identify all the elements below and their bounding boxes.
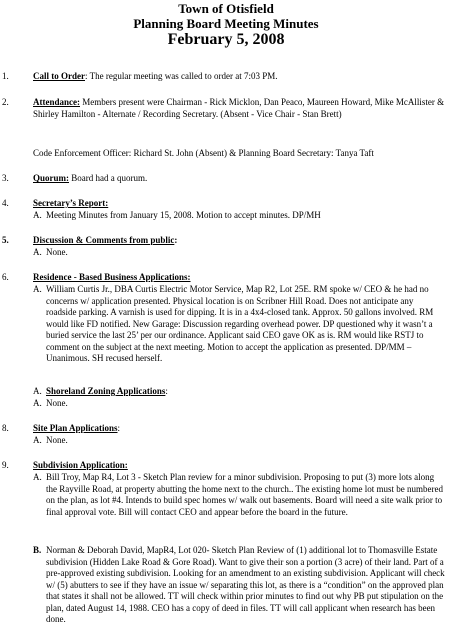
item-text: Board had a quorum. [69,173,148,183]
subitem [33,247,445,259]
subitem-letter: A. [33,398,42,408]
meeting-date: February 5, 2008 [167,31,285,48]
item-heading: Quorum: [33,173,69,183]
subitem [33,210,445,222]
item-number: 3. [2,173,9,183]
subitem-letter: A. [33,435,42,445]
subitem-text: Norman & Deborah David, MapR4, Lot 020- Sketch Plan Review of (1) additional lot to Thomasville Estate subdivision (Hidden Lake Road & Gore Road). Want to give their son a portion (3 acre) of their land. Part of a pre-approved existing subdivision. Looking for an amendment to an existing subdivision. Applicant will check w/ (5) abutters to see if they have an issue w/ separating this lot, as there is a “condition” on the approved plan that states it shall not be allowed. TT will check within prior minutes to find out why PB put stipulation on the plan, dated August 14, 1988. CEO has a copy of deed in files. TT will call applicant when research has been done. [46,545,445,624]
subitem-text: None. [46,398,68,408]
subitem-text: Bill Troy, Map R4, Lot 3 - Sketch Plan review for a minor subdivision. Proposing to put (3) more lots along the Rayville Road, at property abutting the home next to the church.. The existing home lot must be numbered on the plan, as lot #4. Intends to build spec homes w/ walk out basements. Board will need a site walk prior to final approval vote. Bill will contact CEO and appear before the board in the future. [46,472,443,517]
item-number: 9. [2,460,9,470]
town-name: Town of Otisfield [178,1,274,16]
subitem-text: William Curtis Jr., DBA Curtis Electric Motor Service, Map R2, Lot 25E. RM spoke w/ CEO & he had no concerns w/ application presented. Physical location is on Scribner Hill Road. Does not anticipate any roadside parking. A varnish is used for dipping. It is in a 4x4-closed tank. Approx. 50 gallons involved. RM would like FD notified. New Garage: Discussion regarding overhead power. DP questioned why it wasn’t a buried service the last 25’ per our ordinance. Applicant said CEO gave OK as is. RM would like RSTJ to comment on the subject at the next meeting. Motion to accept the application as presented. DP/MM – Unanimous. SH recused herself. [46,284,434,363]
code-enforcement-line: Code Enforcement Officer: Richard St. John (Absent) & Planning Board Secretary: Tanya Taft [33,148,374,158]
subitem-letter: A. [33,210,42,220]
item-heading: Shoreland Zoning Applications [46,386,166,396]
item-number: 4. [2,198,9,208]
subitem [33,284,445,365]
item-attendance [33,97,445,120]
subitem [33,398,445,410]
item-heading: Call to Order [33,71,85,81]
item-public-comments [33,235,445,247]
subitem-letter: A. [33,472,42,482]
subitem [33,435,445,447]
subitem-text: None. [46,435,68,445]
item-heading: Subdivision Application: [33,460,128,470]
item-heading: Attendance: [33,97,80,107]
item-text: : The regular meeting was called to order at 7:03 PM. [85,71,278,81]
subitem-letter: B. [33,545,42,555]
document-title: Planning Board Meeting Minutes [133,16,319,31]
item-number: 2. [2,97,9,107]
item-text: : [117,423,121,433]
item-heading: Site Plan Applications [33,423,118,433]
item-number: 6. [2,272,9,282]
item-heading: Residence - Based Business Applications: [33,272,191,282]
item-number: 8. [2,423,9,433]
subitem [33,545,445,626]
subitem-text: None. [46,247,68,257]
subitem [33,472,445,518]
item-number: 5. [2,235,9,245]
item-secretary-report [33,198,445,210]
item-call-to-order [33,71,445,83]
item-text: : [174,235,178,245]
item-shoreland-zoning [33,386,445,398]
item-text: : [165,386,168,396]
item-heading: Secretary’s Report: [33,198,109,208]
item-subdivision [33,460,445,472]
item-residence-business [33,272,445,284]
item-site-plan [33,423,445,435]
subitem-text: Meeting Minutes from January 15, 2008. Motion to accept minutes. DP/MH [46,210,321,220]
item-number: A. [33,386,42,396]
item-heading: Discussion & Comments from public [33,235,175,245]
item-quorum [33,173,445,185]
subitem-letter: A. [33,284,42,294]
item-number: 1. [2,71,9,81]
item-text: Members present were Chairman - Rick Micklon, Dan Peaco, Maureen Howard, Mike McAllister & Shirley Hamilton - Alternate / Recording Secretary. (Absent - Vice Chair - Stan Brett) [33,97,445,119]
subitem-letter: A. [33,247,42,257]
